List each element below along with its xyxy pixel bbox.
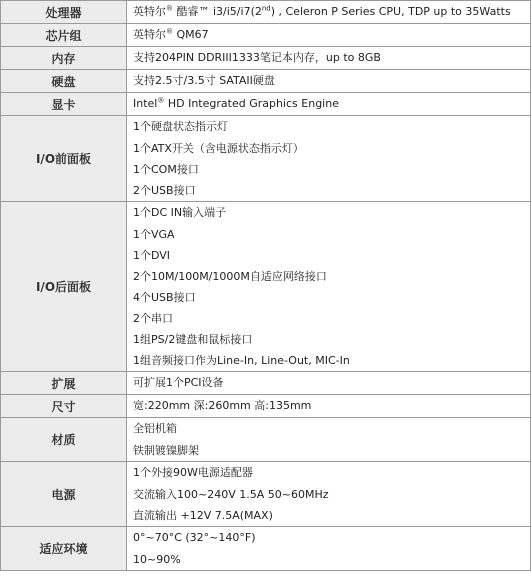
- spec-row: [1, 70, 531, 93]
- spec-value-cell: [127, 116, 531, 202]
- spec-value-cell: [127, 372, 531, 395]
- spec-row: [1, 47, 531, 70]
- spec-value: 全铝机箱: [133, 422, 177, 435]
- spec-value: 0°~70°C (32°~140°F): [133, 531, 256, 544]
- spec-row: [1, 527, 531, 571]
- spec-value: 4个USB接口: [133, 291, 196, 304]
- spec-row: [1, 1, 531, 24]
- spec-label: 显卡: [1, 93, 127, 116]
- spec-label: I/O后面板: [1, 202, 127, 372]
- spec-row: [1, 395, 531, 418]
- spec-value: 1个COM接口: [133, 163, 199, 176]
- spec-value: 1个ATX开关（含电源状态指示灯）: [133, 142, 304, 155]
- spec-value-cell: [127, 418, 531, 462]
- spec-value: 宽:220mm 深:260mm 高:135mm: [133, 399, 312, 412]
- spec-row: [1, 202, 531, 372]
- spec-label: 扩展: [1, 372, 127, 395]
- spec-value: 交流输入100~240V 1.5A 50~60MHz: [133, 488, 329, 501]
- spec-label: 适应环境: [1, 527, 127, 571]
- spec-value: 1个DC IN输入端子: [133, 206, 227, 219]
- spec-value: 英特尔® QM67: [133, 27, 209, 41]
- spec-value: 直流输出 +12V 7.5A(MAX): [133, 509, 273, 522]
- spec-label: I/O前面板: [1, 116, 127, 202]
- spec-label: 尺寸: [1, 395, 127, 418]
- spec-value: 1个硬盘状态指示灯: [133, 120, 228, 133]
- spec-value: 2个USB接口: [133, 184, 196, 197]
- spec-value: 1个DVI: [133, 249, 171, 262]
- spec-table-body: [1, 1, 531, 571]
- spec-label: 内存: [1, 47, 127, 70]
- spec-value: Intel® HD Integrated Graphics Engine: [133, 96, 339, 110]
- spec-value-cell: [127, 93, 531, 116]
- spec-value-cell: [127, 527, 531, 571]
- spec-row: [1, 462, 531, 527]
- spec-value: 2个串口: [133, 312, 173, 325]
- spec-value: 英特尔® 酷睿™ i3/i5/i7(2nd) , Celeron P Series CPU, TDP up to 35Watts: [133, 4, 511, 18]
- spec-value: 1个外接90W电源适配器: [133, 466, 253, 479]
- spec-label: 硬盘: [1, 70, 127, 93]
- spec-label: 材质: [1, 418, 127, 462]
- spec-value: 1个VGA: [133, 228, 175, 241]
- spec-value: 可扩展1个PCI设备: [133, 376, 224, 389]
- spec-value-cell: [127, 1, 531, 24]
- spec-value-cell: [127, 70, 531, 93]
- spec-value: 支持204PIN DDRIII1333笔记本内存，up to 8GB: [133, 51, 381, 64]
- spec-row: [1, 24, 531, 47]
- spec-value-cell: [127, 24, 531, 47]
- spec-label: 处理器: [1, 1, 127, 24]
- spec-label: 芯片组: [1, 24, 127, 47]
- spec-value: 2个10M/100M/1000M自适应网络接口: [133, 270, 327, 283]
- spec-value-cell: [127, 395, 531, 418]
- spec-row: [1, 418, 531, 462]
- spec-label: 电源: [1, 462, 127, 527]
- spec-value: 铁制镀镍脚架: [133, 444, 199, 457]
- spec-value: 10~90%: [133, 553, 181, 566]
- spec-row: [1, 93, 531, 116]
- spec-value: 1组音频接口作为Line-In, Line-Out, MIC-In: [133, 354, 350, 367]
- spec-row: [1, 372, 531, 395]
- spec-value-cell: [127, 202, 531, 372]
- spec-value: 1组PS/2键盘和鼠标接口: [133, 333, 253, 346]
- spec-value-cell: [127, 462, 531, 527]
- spec-value: 支持2.5寸/3.5寸 SATAII硬盘: [133, 74, 275, 87]
- spec-row: [1, 116, 531, 202]
- spec-value-cell: [127, 47, 531, 70]
